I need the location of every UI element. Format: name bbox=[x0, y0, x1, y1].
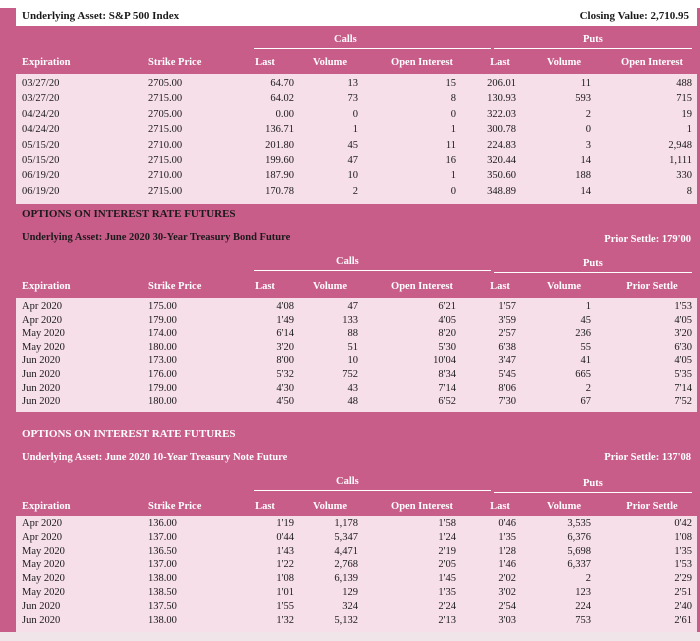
bond-puts-rule bbox=[494, 272, 692, 273]
cell-puts-last-col: 2'29 bbox=[674, 573, 692, 585]
cell-strike-price: 173.00 bbox=[148, 355, 177, 367]
cell-strike-price: 2715.00 bbox=[148, 124, 183, 136]
cell-puts-last: 1'46 bbox=[498, 559, 516, 571]
cell-puts-last-col: 5'35 bbox=[674, 369, 692, 380]
cell-calls-volume: 133 bbox=[342, 314, 358, 326]
bond-calls-label: Calls bbox=[336, 256, 359, 267]
cell-strike-price: 2705.00 bbox=[148, 78, 183, 89]
cell-puts-last: 2'54 bbox=[498, 600, 516, 612]
cell-calls-volume: 10 bbox=[347, 170, 358, 182]
cell-calls-volume: 5,347 bbox=[334, 531, 358, 543]
sp500-puts-rule bbox=[494, 48, 692, 49]
cell-calls-volume: 129 bbox=[342, 587, 358, 598]
header-puts-last: Last bbox=[490, 281, 510, 292]
cell-puts-last: 3'47 bbox=[498, 355, 516, 367]
header-puts-volume: Volume bbox=[546, 57, 582, 68]
cell-puts-volume: 2 bbox=[585, 573, 591, 585]
table-row bbox=[16, 532, 697, 544]
header-calls-volume: Volume bbox=[312, 501, 348, 512]
header-calls-open-interest: Open Interest bbox=[391, 57, 453, 68]
cell-expiration: 03/27/20 bbox=[22, 93, 60, 105]
cell-puts-last-col: 1,111 bbox=[669, 155, 692, 166]
sp500-table-body bbox=[16, 74, 697, 204]
note-prior-settle: Prior Settle: 137'08 bbox=[604, 452, 691, 463]
header-puts-last: Last bbox=[490, 57, 510, 68]
header-calls-volume: Volume bbox=[312, 57, 348, 68]
header-calls-last: Last bbox=[255, 501, 275, 512]
cell-puts-last-col: 4'05 bbox=[674, 355, 692, 367]
bond-column-headers bbox=[16, 278, 697, 296]
cell-expiration: May 2020 bbox=[22, 328, 65, 340]
cell-calls-last: 136.71 bbox=[265, 124, 294, 136]
cell-puts-volume: 188 bbox=[575, 170, 591, 182]
cell-puts-volume: 123 bbox=[575, 587, 591, 598]
cell-calls-volume: 6,139 bbox=[334, 573, 358, 585]
table-row bbox=[16, 587, 697, 599]
header-calls-last: Last bbox=[255, 57, 275, 68]
cell-puts-last: 1'57 bbox=[498, 301, 516, 312]
cell-puts-volume: 236 bbox=[575, 328, 591, 340]
cell-calls-open-interest: 5'30 bbox=[438, 341, 456, 353]
cell-puts-last-col: 715 bbox=[676, 93, 692, 105]
cell-puts-last-col: 1'08 bbox=[674, 531, 692, 543]
cell-strike-price: 179.00 bbox=[148, 314, 177, 326]
table-row bbox=[16, 342, 697, 354]
cell-calls-open-interest: 1'24 bbox=[438, 531, 456, 543]
cell-expiration: Jun 2020 bbox=[22, 369, 61, 380]
cell-expiration: May 2020 bbox=[22, 545, 65, 557]
table-row bbox=[16, 601, 697, 613]
cell-puts-last-col: 6'30 bbox=[674, 341, 692, 353]
cell-calls-volume: 45 bbox=[347, 139, 358, 151]
cell-puts-last: 6'38 bbox=[498, 341, 516, 353]
cell-puts-volume: 11 bbox=[580, 78, 591, 89]
cell-puts-last-col: 488 bbox=[676, 78, 692, 89]
cell-calls-last: 1'49 bbox=[276, 314, 294, 326]
cell-puts-last-col: 8 bbox=[686, 185, 692, 197]
cell-puts-volume: 45 bbox=[580, 314, 591, 326]
cell-puts-volume: 753 bbox=[575, 614, 591, 626]
table-row bbox=[16, 573, 697, 585]
cell-puts-last: 348.89 bbox=[487, 185, 516, 197]
cell-expiration: 03/27/20 bbox=[22, 78, 60, 89]
cell-calls-open-interest: 1 bbox=[450, 124, 456, 136]
cell-puts-volume: 0 bbox=[585, 124, 591, 136]
cell-expiration: May 2020 bbox=[22, 559, 65, 571]
header-calls-open-interest: Open Interest bbox=[391, 501, 453, 512]
cell-calls-last: 170.78 bbox=[265, 185, 294, 197]
cell-expiration: May 2020 bbox=[22, 341, 65, 353]
bond-calls-rule bbox=[254, 270, 491, 271]
cell-puts-last: 2'02 bbox=[498, 573, 516, 585]
cell-calls-open-interest: 1 bbox=[450, 170, 456, 182]
cell-puts-volume: 593 bbox=[575, 93, 591, 105]
cell-calls-open-interest: 2'05 bbox=[438, 559, 456, 571]
cell-calls-last: 6'14 bbox=[276, 328, 294, 340]
cell-puts-volume: 3 bbox=[585, 139, 591, 151]
cell-expiration: 04/24/20 bbox=[22, 108, 60, 120]
cell-calls-last: 1'43 bbox=[276, 545, 294, 557]
cell-calls-volume: 2 bbox=[352, 185, 358, 197]
note-table-body bbox=[16, 516, 697, 632]
cell-strike-price: 174.00 bbox=[148, 328, 177, 340]
cell-puts-last-col: 7'14 bbox=[674, 382, 692, 394]
cell-puts-volume: 6,337 bbox=[567, 559, 591, 571]
cell-calls-volume: 13 bbox=[347, 78, 358, 89]
table-row bbox=[16, 396, 697, 408]
table-row bbox=[16, 109, 697, 121]
cell-calls-last: 3'20 bbox=[276, 341, 294, 353]
table-row bbox=[16, 140, 697, 152]
cell-calls-open-interest: 6'21 bbox=[438, 301, 456, 312]
table-row bbox=[16, 186, 697, 198]
cell-expiration: Apr 2020 bbox=[22, 518, 62, 529]
cell-calls-volume: 1 bbox=[352, 124, 358, 136]
cell-puts-volume: 3,535 bbox=[567, 518, 591, 529]
cell-puts-volume: 41 bbox=[580, 355, 591, 367]
cell-expiration: 06/19/20 bbox=[22, 170, 60, 182]
cell-calls-open-interest: 8'34 bbox=[438, 369, 456, 380]
cell-strike-price: 180.00 bbox=[148, 341, 177, 353]
cell-calls-volume: 88 bbox=[347, 328, 358, 340]
cell-calls-open-interest: 1'58 bbox=[438, 518, 456, 529]
table-row bbox=[16, 559, 697, 571]
cell-calls-volume: 2,768 bbox=[334, 559, 358, 571]
note-puts-label: Puts bbox=[583, 478, 603, 489]
cell-puts-last-col: 2'51 bbox=[674, 587, 692, 598]
cell-calls-volume: 47 bbox=[347, 301, 358, 312]
header-puts-last: Last bbox=[490, 501, 510, 512]
cell-expiration: 04/24/20 bbox=[22, 124, 60, 136]
note-asset-label: Underlying Asset: June 2020 10-Year Treasury Note Future bbox=[22, 452, 288, 463]
cell-puts-volume: 14 bbox=[580, 155, 591, 166]
cell-puts-last-col: 2'61 bbox=[674, 614, 692, 626]
cell-puts-last: 7'30 bbox=[498, 396, 516, 408]
cell-calls-last: 1'01 bbox=[276, 587, 294, 598]
cell-strike-price: 2710.00 bbox=[148, 170, 183, 182]
cell-calls-volume: 10 bbox=[347, 355, 358, 367]
cell-calls-last: 201.80 bbox=[265, 139, 294, 151]
cell-strike-price: 179.00 bbox=[148, 382, 177, 394]
cell-calls-open-interest: 4'05 bbox=[438, 314, 456, 326]
cell-calls-last: 0'44 bbox=[276, 531, 294, 543]
cell-expiration: Jun 2020 bbox=[22, 382, 61, 394]
cell-puts-last: 8'06 bbox=[498, 382, 516, 394]
sp500-column-headers bbox=[16, 54, 697, 72]
header-puts-volume: Volume bbox=[546, 501, 582, 512]
cell-strike-price: 137.00 bbox=[148, 531, 177, 543]
cell-puts-volume: 6,376 bbox=[567, 531, 591, 543]
cell-puts-last-col: 330 bbox=[676, 170, 692, 182]
cell-expiration: 05/15/20 bbox=[22, 139, 60, 151]
cell-calls-last: 8'00 bbox=[276, 355, 294, 367]
table-row bbox=[16, 546, 697, 558]
cell-calls-volume: 1,178 bbox=[334, 518, 358, 529]
cell-calls-last: 4'08 bbox=[276, 301, 294, 312]
cell-puts-last: 5'45 bbox=[498, 369, 516, 380]
cell-calls-last: 187.90 bbox=[265, 170, 294, 182]
cell-calls-last: 199.60 bbox=[265, 155, 294, 166]
cell-puts-volume: 224 bbox=[575, 600, 591, 612]
cell-strike-price: 137.50 bbox=[148, 600, 177, 612]
header-expiration: Expiration bbox=[22, 57, 71, 68]
cell-puts-last: 224.83 bbox=[487, 139, 516, 151]
cell-calls-open-interest: 6'52 bbox=[438, 396, 456, 408]
cell-expiration: Jun 2020 bbox=[22, 600, 61, 612]
cell-puts-last: 350.60 bbox=[487, 170, 516, 182]
cell-expiration: Apr 2020 bbox=[22, 314, 62, 326]
cell-calls-open-interest: 0 bbox=[450, 185, 456, 197]
cell-expiration: Jun 2020 bbox=[22, 396, 61, 408]
cell-puts-last: 206.01 bbox=[487, 78, 516, 89]
cell-calls-last: 1'22 bbox=[276, 559, 294, 571]
cell-puts-volume: 1 bbox=[585, 301, 591, 312]
table-row bbox=[16, 78, 697, 90]
cell-calls-open-interest: 7'14 bbox=[438, 382, 456, 394]
cell-calls-last: 64.70 bbox=[270, 78, 294, 89]
table-row bbox=[16, 93, 697, 105]
sp500-calls-label: Calls bbox=[334, 34, 357, 45]
cell-calls-volume: 752 bbox=[342, 369, 358, 380]
cell-calls-volume: 324 bbox=[342, 600, 358, 612]
cell-puts-last-col: 7'52 bbox=[674, 396, 692, 408]
cell-calls-last: 0.00 bbox=[275, 108, 294, 120]
cell-expiration: 06/19/20 bbox=[22, 185, 60, 197]
cell-puts-last: 2'57 bbox=[498, 328, 516, 340]
cell-strike-price: 2710.00 bbox=[148, 139, 183, 151]
bond-section-heading: OPTIONS ON INTEREST RATE FUTURES bbox=[22, 208, 236, 220]
table-row bbox=[16, 615, 697, 627]
table-row bbox=[16, 518, 697, 530]
cell-expiration: Jun 2020 bbox=[22, 614, 61, 626]
cell-strike-price: 136.50 bbox=[148, 545, 177, 557]
cell-calls-volume: 73 bbox=[347, 93, 358, 105]
cell-calls-volume: 4,471 bbox=[334, 545, 358, 557]
note-calls-rule bbox=[254, 490, 491, 491]
cell-calls-volume: 47 bbox=[347, 155, 358, 166]
cell-puts-last-col: 0'42 bbox=[674, 518, 692, 529]
cell-puts-last-col: 19 bbox=[681, 108, 692, 120]
cell-puts-last-col: 4'05 bbox=[674, 314, 692, 326]
header-puts-last-col: Prior Settle bbox=[626, 281, 678, 292]
bond-puts-label: Puts bbox=[583, 258, 603, 269]
cell-puts-volume: 5,698 bbox=[567, 545, 591, 557]
cell-puts-volume: 67 bbox=[580, 396, 591, 408]
cell-calls-open-interest: 8'20 bbox=[438, 328, 456, 340]
table-row bbox=[16, 355, 697, 367]
cell-strike-price: 2715.00 bbox=[148, 155, 183, 166]
sp500-puts-label: Puts bbox=[583, 34, 603, 45]
cell-strike-price: 137.00 bbox=[148, 559, 177, 571]
cell-calls-volume: 0 bbox=[352, 108, 358, 120]
cell-puts-last-col: 3'20 bbox=[674, 328, 692, 340]
cell-puts-last: 3'02 bbox=[498, 587, 516, 598]
cell-strike-price: 176.00 bbox=[148, 369, 177, 380]
cell-puts-last-col: 2,948 bbox=[668, 139, 692, 151]
cell-puts-last: 0'46 bbox=[498, 518, 516, 529]
cropped-footer bbox=[0, 632, 700, 641]
table-row bbox=[16, 170, 697, 182]
cell-puts-volume: 2 bbox=[585, 382, 591, 394]
cell-strike-price: 138.50 bbox=[148, 587, 177, 598]
header-strike-price: Strike Price bbox=[148, 281, 202, 292]
cell-puts-volume: 55 bbox=[580, 341, 591, 353]
cell-puts-last-col: 1'53 bbox=[674, 301, 692, 312]
sp500-asset-label: Underlying Asset: S&P 500 Index bbox=[22, 10, 180, 22]
header-expiration: Expiration bbox=[22, 281, 71, 292]
cell-strike-price: 2705.00 bbox=[148, 108, 183, 120]
table-row bbox=[16, 301, 697, 313]
cell-calls-open-interest: 2'24 bbox=[438, 600, 456, 612]
cell-calls-volume: 43 bbox=[347, 382, 358, 394]
cell-puts-last: 3'03 bbox=[498, 614, 516, 626]
cell-puts-last-col: 1'53 bbox=[674, 559, 692, 571]
cell-calls-open-interest: 1'35 bbox=[438, 587, 456, 598]
sp500-closing-value: Closing Value: 2,710.95 bbox=[579, 10, 689, 22]
cell-strike-price: 180.00 bbox=[148, 396, 177, 408]
cell-expiration: Apr 2020 bbox=[22, 301, 62, 312]
bond-asset-label: Underlying Asset: June 2020 30-Year Treasury Bond Future bbox=[22, 232, 291, 243]
header-puts-volume: Volume bbox=[546, 281, 582, 292]
cell-puts-last: 322.03 bbox=[487, 108, 516, 120]
cell-expiration: May 2020 bbox=[22, 587, 65, 598]
header-strike-price: Strike Price bbox=[148, 57, 202, 68]
cell-puts-last: 1'28 bbox=[498, 545, 516, 557]
sp500-calls-rule bbox=[254, 48, 491, 49]
cell-calls-last: 5'32 bbox=[276, 369, 294, 380]
header-expiration: Expiration bbox=[22, 501, 71, 512]
cell-calls-open-interest: 0 bbox=[450, 108, 456, 120]
note-section-heading: OPTIONS ON INTEREST RATE FUTURES bbox=[22, 428, 236, 440]
table-row bbox=[16, 328, 697, 340]
cell-calls-volume: 5,132 bbox=[334, 614, 358, 626]
cell-strike-price: 175.00 bbox=[148, 301, 177, 312]
cell-calls-last: 4'50 bbox=[276, 396, 294, 408]
bond-prior-settle: Prior Settle: 179'00 bbox=[604, 234, 691, 245]
cell-expiration: Apr 2020 bbox=[22, 531, 62, 543]
header-strike-price: Strike Price bbox=[148, 501, 202, 512]
cell-puts-volume: 2 bbox=[585, 108, 591, 120]
table-row bbox=[16, 124, 697, 136]
cell-puts-last-col: 1'35 bbox=[674, 545, 692, 557]
cell-calls-volume: 51 bbox=[347, 341, 358, 353]
cell-calls-open-interest: 8 bbox=[450, 93, 456, 105]
cell-puts-last: 300.78 bbox=[487, 124, 516, 136]
top-strip bbox=[0, 0, 700, 8]
cell-calls-open-interest: 15 bbox=[445, 78, 456, 89]
cell-strike-price: 136.00 bbox=[148, 518, 177, 529]
cell-calls-last: 64.02 bbox=[270, 93, 294, 105]
bond-table-body bbox=[16, 298, 697, 412]
header-puts-last-col: Open Interest bbox=[621, 57, 683, 68]
cell-puts-last-col: 2'40 bbox=[674, 600, 692, 612]
cell-calls-open-interest: 2'19 bbox=[438, 545, 456, 557]
cell-expiration: Jun 2020 bbox=[22, 355, 61, 367]
cell-strike-price: 138.00 bbox=[148, 614, 177, 626]
cell-strike-price: 2715.00 bbox=[148, 93, 183, 105]
header-calls-volume: Volume bbox=[312, 281, 348, 292]
cell-calls-open-interest: 2'13 bbox=[438, 614, 456, 626]
cell-calls-open-interest: 11 bbox=[445, 139, 456, 151]
cell-strike-price: 2715.00 bbox=[148, 185, 183, 197]
cell-puts-last: 130.93 bbox=[487, 93, 516, 105]
cell-calls-last: 1'08 bbox=[276, 573, 294, 585]
cell-calls-open-interest: 1'45 bbox=[438, 573, 456, 585]
cell-puts-last: 320.44 bbox=[487, 155, 516, 166]
cell-strike-price: 138.00 bbox=[148, 573, 177, 585]
cell-puts-last-col: 1 bbox=[686, 124, 692, 136]
header-puts-last-col: Prior Settle bbox=[626, 501, 678, 512]
cell-puts-last: 1'35 bbox=[498, 531, 516, 543]
cell-calls-volume: 48 bbox=[347, 396, 358, 408]
cell-calls-last: 1'32 bbox=[276, 614, 294, 626]
header-calls-open-interest: Open Interest bbox=[391, 281, 453, 292]
table-row bbox=[16, 383, 697, 395]
cell-calls-open-interest: 16 bbox=[445, 155, 456, 166]
note-calls-label: Calls bbox=[336, 476, 359, 487]
cell-calls-last: 1'19 bbox=[276, 518, 294, 529]
table-row bbox=[16, 155, 697, 167]
cell-calls-open-interest: 10'04 bbox=[433, 355, 456, 367]
cell-calls-last: 4'30 bbox=[276, 382, 294, 394]
note-column-headers bbox=[16, 498, 697, 516]
cell-expiration: 05/15/20 bbox=[22, 155, 60, 166]
table-row bbox=[16, 369, 697, 381]
table-row bbox=[16, 315, 697, 327]
cell-expiration: May 2020 bbox=[22, 573, 65, 585]
cell-puts-volume: 665 bbox=[575, 369, 591, 380]
cell-calls-last: 1'55 bbox=[276, 600, 294, 612]
cell-puts-last: 3'59 bbox=[498, 314, 516, 326]
header-calls-last: Last bbox=[255, 281, 275, 292]
note-puts-rule bbox=[494, 492, 692, 493]
cell-puts-volume: 14 bbox=[580, 185, 591, 197]
